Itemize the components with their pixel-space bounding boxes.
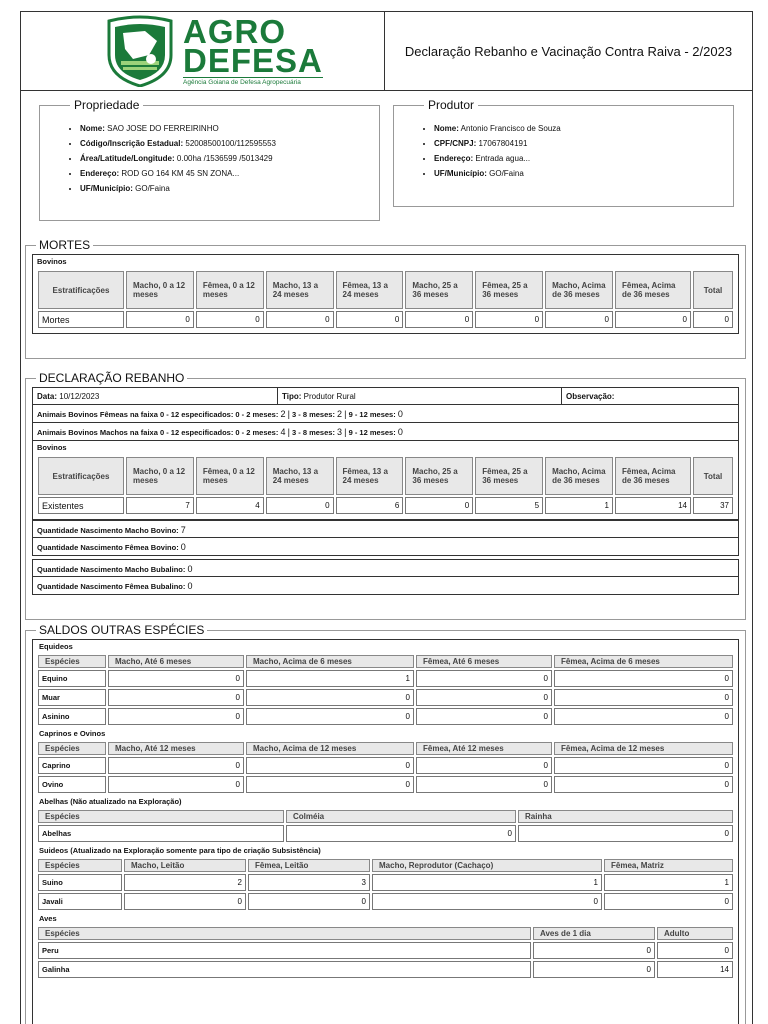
cell: 5 — [475, 497, 543, 514]
nasc-femea-bovino-line — [32, 538, 739, 556]
cell: 3 — [248, 874, 370, 891]
saldos-section — [25, 623, 746, 1024]
field-value: 4 — [280, 427, 286, 437]
field-value: GO/Faina — [489, 169, 524, 178]
cell: 0 — [246, 776, 414, 793]
suideos-title: Suideos (Atualizado na Exploração somente para tipo de criação Subsistência) — [39, 846, 321, 855]
field-label: Animais Bovinos Machos na faixa 0 - 12 especificados: 0 - 2 meses: — [37, 428, 279, 437]
table-row — [38, 497, 733, 514]
col-header: Fêmea, Até 6 meses — [416, 655, 552, 668]
rebanho-table — [36, 455, 735, 516]
mortes-subtitle: Bovinos — [37, 257, 67, 266]
col-header: Fêmea, Acima de 6 meses — [554, 655, 733, 668]
field-label: Endereço: — [434, 154, 474, 163]
list-item — [80, 124, 371, 133]
col-header: Fêmea, Acima de 12 meses — [554, 742, 733, 755]
col-header: Fêmea, Acima de 36 meses — [615, 271, 691, 309]
col-header: Macho, Acima de 12 meses — [246, 742, 414, 755]
col-header: Macho, 13 a 24 meses — [266, 457, 334, 495]
agrodefesa-logo — [21, 12, 385, 90]
logo-subtitle: Agência Goiana de Defesa Agropecuária — [183, 77, 323, 86]
cell: 1 — [372, 874, 602, 891]
cell: 1 — [545, 497, 613, 514]
list-item — [80, 154, 371, 163]
col-header: Espécies — [38, 927, 531, 940]
field-value: GO/Faina — [135, 184, 170, 193]
field-label: UF/Município: — [434, 169, 487, 178]
mortes-legend: MORTES — [39, 238, 91, 252]
abelhas-title: Abelhas (Não atualizado na Exploração) — [39, 797, 182, 806]
propriedade-section — [39, 98, 380, 221]
cell: 14 — [615, 497, 691, 514]
cell: 1 — [246, 670, 414, 687]
aves-title: Aves — [39, 914, 57, 923]
col-header: Macho, 25 a 36 meses — [405, 457, 473, 495]
list-item — [80, 184, 371, 193]
table-row — [38, 874, 733, 891]
cell: 0 — [108, 689, 244, 706]
field-value: 0 — [187, 564, 193, 574]
cell: Asinino — [38, 708, 106, 725]
col-header: Macho, Reprodutor (Cachaço) — [372, 859, 602, 872]
nasc-macho-bubalino-line — [32, 559, 739, 577]
cell: 6 — [336, 497, 404, 514]
col-header: Fêmea, 25 a 36 meses — [475, 271, 543, 309]
cell: 0 — [246, 708, 414, 725]
col-header: Fêmea, 13 a 24 meses — [336, 271, 404, 309]
col-header: Fêmea, Até 12 meses — [416, 742, 552, 755]
cell: 0 — [108, 670, 244, 687]
cell: 0 — [416, 670, 552, 687]
col-header: Macho, 13 a 24 meses — [266, 271, 334, 309]
logo-defesa-text: DEFESA — [183, 41, 323, 79]
cell: 0 — [286, 825, 516, 842]
cell: 0 — [108, 776, 244, 793]
cell: 0 — [336, 311, 404, 328]
cell: 0 — [554, 757, 733, 774]
cell: Muar — [38, 689, 106, 706]
cell: Existentes — [38, 497, 124, 514]
field-value: 3 — [337, 427, 343, 437]
table-row — [38, 961, 733, 978]
logo-agro-text: AGRO — [183, 12, 286, 50]
table-row — [38, 689, 733, 706]
table-row — [38, 311, 733, 328]
field-label: CPF/CNPJ: — [434, 139, 477, 148]
suideos-table — [36, 857, 735, 912]
cell: Abelhas — [38, 825, 284, 842]
rebanho-subtitle: Bovinos — [37, 443, 67, 452]
cell: 0 — [124, 893, 246, 910]
rebanho-section — [25, 371, 746, 620]
shield-logo-icon — [105, 15, 175, 87]
field-value: 52008500100/112595553 — [185, 139, 276, 148]
equideos-title: Equideos — [39, 642, 73, 651]
rebanho-bovinos-box — [32, 441, 739, 520]
col-header: Macho, Acima de 36 meses — [545, 271, 613, 309]
field-label: Quantidade Nascimento Fêmea Bubalino: — [37, 582, 186, 591]
produtor-list — [420, 124, 725, 178]
col-header: Fêmea, 0 a 12 meses — [196, 457, 264, 495]
cell: Galinha — [38, 961, 531, 978]
mortes-section — [25, 238, 746, 359]
cell: 0 — [554, 670, 733, 687]
table-row — [38, 776, 733, 793]
cell: 0 — [246, 757, 414, 774]
rebanho-legend: DECLARAÇÃO REBANHO — [39, 371, 185, 385]
field-value: | — [344, 427, 347, 437]
document-header — [21, 12, 752, 91]
cell: 0 — [416, 708, 552, 725]
document-page — [20, 11, 753, 1024]
field-value: 0 — [397, 409, 403, 419]
table-row — [38, 708, 733, 725]
cell: 14 — [657, 961, 733, 978]
col-header: Rainha — [518, 810, 733, 823]
propriedade-list — [66, 124, 371, 193]
col-header: Macho, Leitão — [124, 859, 246, 872]
data-value: 10/12/2023 — [59, 392, 100, 401]
col-header: Fêmea, Leitão — [248, 859, 370, 872]
aves-table — [36, 925, 735, 980]
field-value: 0 — [187, 581, 193, 591]
cell: Caprino — [38, 757, 106, 774]
field-label: Animais Bovinos Fêmeas na faixa 0 - 12 especificados: 0 - 2 meses: — [37, 410, 279, 419]
list-item — [434, 139, 725, 148]
cell: 0 — [615, 311, 691, 328]
table-row — [38, 670, 733, 687]
cell: 1 — [604, 874, 733, 891]
field-label: Área/Latitude/Longitude: — [80, 154, 175, 163]
cell: 0 — [604, 893, 733, 910]
list-item — [80, 139, 371, 148]
col-header: Macho, Até 12 meses — [108, 742, 244, 755]
col-header: Total — [693, 271, 733, 309]
field-label: 9 - 12 meses: — [348, 410, 396, 419]
cell: 0 — [657, 942, 733, 959]
cell: 4 — [196, 497, 264, 514]
cell: 0 — [266, 497, 334, 514]
col-header: Macho, Acima de 36 meses — [545, 457, 613, 495]
cell: 0 — [533, 942, 655, 959]
col-header: Aves de 1 dia — [533, 927, 655, 940]
field-value: ROD GO 164 KM 45 SN ZONA... — [121, 169, 240, 178]
cell: 0 — [266, 311, 334, 328]
obs-label: Observação: — [566, 392, 615, 401]
caprinos-table — [36, 740, 735, 795]
col-header: Macho, 25 a 36 meses — [405, 271, 473, 309]
caprinos-title: Caprinos e Ovinos — [39, 729, 106, 738]
col-header: Macho, 0 a 12 meses — [126, 457, 194, 495]
cell: 0 — [533, 961, 655, 978]
cell: 0 — [372, 893, 602, 910]
cell: 0 — [475, 311, 543, 328]
cell: 37 — [693, 497, 733, 514]
femeas-faixa-line — [32, 405, 739, 423]
mortes-box — [32, 254, 739, 334]
cell: 0 — [108, 708, 244, 725]
field-label: UF/Município: — [80, 184, 133, 193]
col-header: Total — [693, 457, 733, 495]
table-row — [38, 942, 733, 959]
field-value: | — [287, 409, 290, 419]
field-value: 0.00ha /1536599 /5013429 — [176, 154, 273, 163]
field-value: 0 — [397, 427, 403, 437]
col-header: Macho, Acima de 6 meses — [246, 655, 414, 668]
field-label: 3 - 8 meses: — [292, 428, 335, 437]
document-title: Declaração Rebanho e Vacinação Contra Raiva - 2/2023 — [404, 43, 733, 59]
list-item — [434, 154, 725, 163]
cell: 0 — [554, 776, 733, 793]
field-value: | — [287, 427, 290, 437]
cell: 0 — [554, 708, 733, 725]
nasc-macho-bovino-line — [32, 520, 739, 538]
cell: 0 — [693, 311, 733, 328]
field-label: Código/Inscrição Estadual: — [80, 139, 184, 148]
col-header: Fêmea, 25 a 36 meses — [475, 457, 543, 495]
cell: 0 — [416, 757, 552, 774]
cell: Ovino — [38, 776, 106, 793]
field-label: Endereço: — [80, 169, 120, 178]
col-header: Espécies — [38, 655, 106, 668]
saldos-legend: SALDOS OUTRAS ESPÉCIES — [39, 623, 205, 637]
col-header: Fêmea, Matriz — [604, 859, 733, 872]
field-value: | — [344, 409, 347, 419]
cell: 0 — [248, 893, 370, 910]
col-header: Estratificações — [38, 271, 124, 309]
col-header: Espécies — [38, 742, 106, 755]
col-header: Fêmea, 13 a 24 meses — [336, 457, 404, 495]
cell: Javali — [38, 893, 122, 910]
abelhas-table — [36, 808, 735, 844]
field-value: Antonio Francisco de Souza — [460, 124, 561, 133]
data-label: Data: — [37, 392, 58, 401]
cell: 0 — [246, 689, 414, 706]
cell: 2 — [124, 874, 246, 891]
field-label: Quantidade Nascimento Fêmea Bovino: — [37, 543, 179, 552]
table-row — [38, 757, 733, 774]
field-value: 17067804191 — [478, 139, 528, 148]
field-value: 2 — [337, 409, 343, 419]
field-label: 9 - 12 meses: — [348, 428, 396, 437]
produtor-section — [393, 98, 734, 207]
col-header: Espécies — [38, 810, 284, 823]
cell: 0 — [405, 497, 473, 514]
field-label: 3 - 8 meses: — [292, 410, 335, 419]
field-label: Quantidade Nascimento Macho Bubalino: — [37, 565, 186, 574]
col-header: Adulto — [657, 927, 733, 940]
field-label: Quantidade Nascimento Macho Bovino: — [37, 526, 179, 535]
cell: 0 — [405, 311, 473, 328]
rebanho-meta-row — [32, 387, 739, 405]
cell: 0 — [196, 311, 264, 328]
propriedade-legend: Propriedade — [74, 98, 140, 112]
nasc-femea-bubalino-line — [32, 577, 739, 595]
equideos-table — [36, 653, 735, 727]
col-header: Estratificações — [38, 457, 124, 495]
mortes-table — [36, 269, 735, 330]
cell: 7 — [126, 497, 194, 514]
field-value: 0 — [180, 542, 186, 552]
cell: 0 — [416, 689, 552, 706]
cell: 0 — [554, 689, 733, 706]
col-header: Fêmea, Acima de 36 meses — [615, 457, 691, 495]
cell: Equino — [38, 670, 106, 687]
cell: 0 — [416, 776, 552, 793]
field-value: SAO JOSE DO FERREIRINHO — [107, 124, 219, 133]
field-label: Nome: — [80, 124, 105, 133]
cell: Peru — [38, 942, 531, 959]
produtor-legend: Produtor — [428, 98, 475, 112]
field-value: 7 — [180, 525, 186, 535]
cell: 0 — [518, 825, 733, 842]
col-header: Fêmea, 0 a 12 meses — [196, 271, 264, 309]
cell: 0 — [108, 757, 244, 774]
list-item — [434, 169, 725, 178]
table-row — [38, 893, 733, 910]
col-header: Macho, 0 a 12 meses — [126, 271, 194, 309]
field-value: Entrada agua... — [475, 154, 531, 163]
machos-faixa-line — [32, 423, 739, 441]
tipo-label: Tipo: — [282, 392, 302, 401]
saldos-box — [32, 639, 739, 1024]
col-header: Macho, Até 6 meses — [108, 655, 244, 668]
field-value: 2 — [280, 409, 286, 419]
list-item — [80, 169, 371, 178]
col-header: Espécies — [38, 859, 122, 872]
cell: Suino — [38, 874, 122, 891]
cell: 0 — [126, 311, 194, 328]
field-label: Nome: — [434, 124, 459, 133]
list-item — [434, 124, 725, 133]
tipo-value: Produtor Rural — [303, 392, 356, 401]
table-row — [38, 825, 733, 842]
cell: 0 — [545, 311, 613, 328]
cell: Mortes — [38, 311, 124, 328]
col-header: Colméia — [286, 810, 516, 823]
